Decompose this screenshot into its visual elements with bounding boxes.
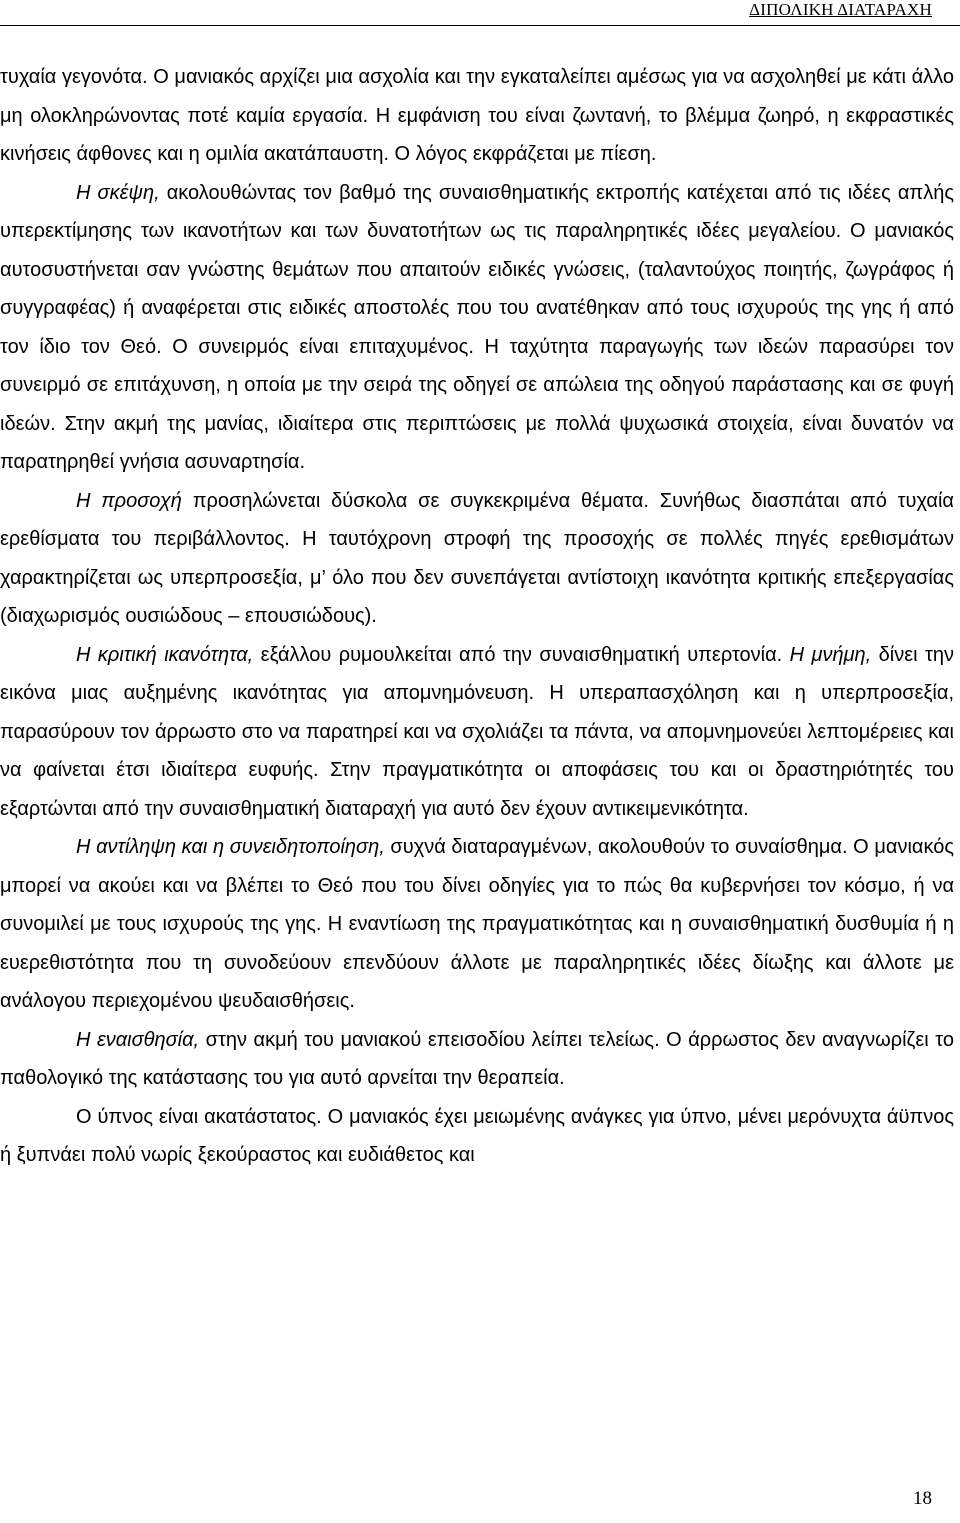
- paragraph-thinking-text: ακολουθώντας τον βαθμό της συναισθηματικής εκτροπής κατέχεται από τις ιδέες απλής υπερεκτίμησης των ικανοτήτων και των δυνατοτήτων ως τις παραληρητικές ιδέες μεγαλείου. Ο μανιακός αυτοσυστήνεται σαν γνώστης θεμάτων που απαιτούν ειδικές γνώσεις, (ταλαντούχος ποιητής, ζωγράφος ή συγγραφέας) ή αναφέρεται στις ειδικές αποστολές που του ανατέθηκαν από τους ισχυρούς της γης ή από τον ίδιο τον Θεό. Ο συνειρμός είναι επιταχυμένος. Η ταχύτητα παραγωγής των ιδεών παρασύρει τον συνειρμό σε επιτάχυνση, η οποία με την σειρά της οδηγεί σε απώλεια της οδηγού παράστασης και σε φυγή ιδεών. Στην ακμή της μανίας, ιδιαίτερα στις περιπτώσεις με πολλά ψυχωσικά στοιχεία, είναι δυνατόν να παρατηρηθεί γνήσια ασυναρτησία.: [0, 181, 954, 473]
- paragraph-memory-text: δίνει την εικόνα μιας αυξημένης ικανότητας για απομνημόνευση. Η υπεραπασχόληση και η υπερπροσεξία, παρασύρουν τον άρρωστο στο να παρατηρεί και να σχολιάζει τα πάντα, να απομνημονεύει λεπτομέρειες και να φαίνεται έτσι ιδιαίτερα ευφυής. Στην πραγματικότητα οι αποφάσεις του και οι δραστηριότητές του εξαρτώνται από την συναισθηματική διαταραχή για αυτό δεν έχουν αντικειμενικότητα.: [0, 643, 955, 820]
- document-body: [0, 58, 954, 1175]
- paragraph-thinking: [0, 174, 954, 482]
- paragraph-judgment-memory: [0, 636, 954, 829]
- page-number: 18: [913, 1488, 932, 1509]
- paragraph-sleep: Ο ύπνος είναι ακατάστατος. Ο μανιακός έχει μειωμένης ανάγκες για ύπνο, μένει μερόνυχτα άϋπνος ή ξυπνάει πολύ νωρίς ξεκούραστος και ευδιάθετος και: [0, 1105, 954, 1166]
- paragraph-judgment-text: εξάλλου ρυμουλκείται από την συναισθηματική υπερτονία.: [253, 643, 790, 666]
- paragraph-insight-text: στην ακμή του μανιακού επεισοδίου λείπει τελείως. Ο άρρωστος δεν αναγνωρίζει το παθολογικό της κατάστασης του για αυτό αρνείται την θεραπεία.: [0, 1028, 954, 1089]
- term-attention: Η προσοχή: [76, 489, 182, 512]
- paragraph-mania-behavior: τυχαία γεγονότα. Ο μανιακός αρχίζει μια ασχολία και την εγκαταλείπει αμέσως για να ασχοληθεί με κάτι άλλο μη ολοκληρώνοντας ποτέ καμία εργασία. Η εμφάνιση του είναι ζωντανή, το βλέμμα ζωηρό, η εκφραστικές κινήσεις άφθονες και η ομιλία ακατάπαυστη. Ο λόγος εκφράζεται με πίεση.: [0, 66, 954, 165]
- paragraph-insight: [0, 1021, 954, 1098]
- header-rule: [0, 25, 960, 26]
- paragraph-attention: [0, 482, 954, 636]
- term-judgment: Η κριτική ικανότητα,: [76, 643, 254, 666]
- paragraph-perception: [0, 828, 954, 1021]
- term-insight: Η εναισθησία,: [76, 1028, 200, 1051]
- term-thinking: Η σκέψη,: [76, 181, 160, 204]
- running-header-title: ΔΙΠΟΛΙΚΗ ΔΙΑΤΑΡΑΧΗ: [749, 0, 932, 19]
- term-memory: Η μνήμη,: [789, 643, 872, 666]
- paragraph-attention-text: προσηλώνεται δύσκολα σε συγκεκριμένα θέματα. Συνήθως διασπάται από τυχαία ερεθίσματα του περιβάλλοντος. Η ταυτόχρονη στροφή της προσοχής σε πολλές πηγές ερεθισμάτων χαρακτηρίζεται ως υπερπροσεξία, μ’ όλο που δεν συνεπάγεται αντίστοιχη ικανότητα κριτικής επεξεργασίας (διαχωρισμός ουσιώδους – επουσιώδους).: [0, 489, 954, 627]
- paragraph-perception-text: συχνά διαταραγμένων, ακολουθούν το συναίσθημα. Ο μανιακός μπορεί να ακούει και να βλέπει το Θεό που του δίνει οδηγίες για το πώς θα κυβερνήσει τον κόσμο, ή να συνομιλεί με τους ισχυρούς της γης. Η εναντίωση της πραγματικότητας και η συναισθηματική δυσθυμία ή η ευερεθιστότητα που τη συνοδεύουν επενδύουν άλλοτε με παραληρητικές ιδέες δίωξης και άλλοτε με ανάλογου περιεχομένου ψευδαισθήσεις.: [0, 836, 954, 1012]
- term-perception: Η αντίληψη και η συνειδητοποίηση,: [76, 836, 385, 858]
